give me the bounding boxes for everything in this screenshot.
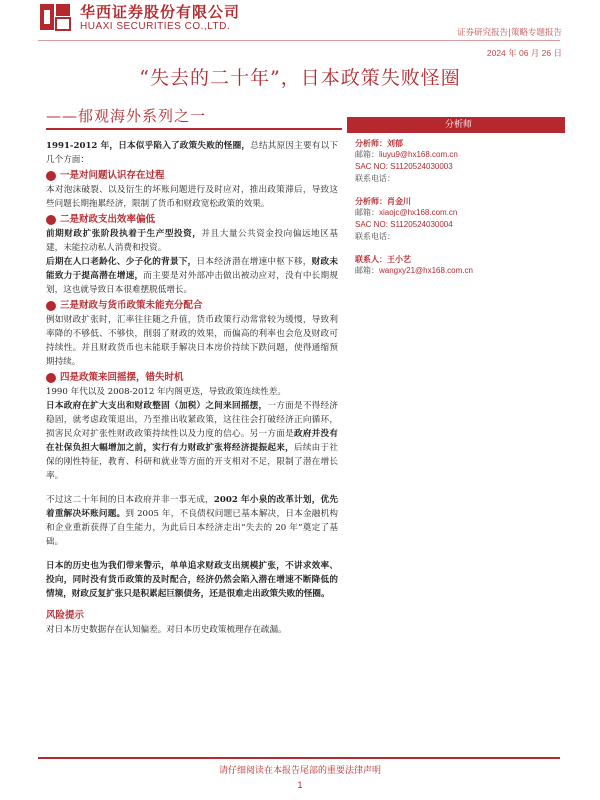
section-heading-1 xyxy=(46,168,338,183)
section-2-paragraph-1 xyxy=(46,227,338,255)
section-heading-3 xyxy=(46,298,338,313)
report-header xyxy=(0,0,600,44)
body-text: 到 2005 年，不良债权问题已基本解决，日本金融机构和企业重新获得了自生能力，为此后日本经济走出“失去的 20 年”奠定了基础。 xyxy=(46,509,338,547)
analyst-email-link[interactable]: liuyu9@hx168.com.cn xyxy=(379,150,458,159)
contact-email-link[interactable]: wangxy21@hx168.com.cn xyxy=(379,266,473,275)
analyst-name: 分析师：肖金川 xyxy=(355,196,411,206)
bold-text: 日本政府在扩大支出和财政整固（加税）之间来回摇摆， xyxy=(46,401,268,411)
bold-text: 2002 年小泉的改革计划，优先着重解决坏账问题。 xyxy=(46,495,338,519)
section-1-text: 本对泡沫破裂、以及衍生的坏账问题进行及时应对，推出政策滞后，导致这些问题长期拖累经济，限制了货币和财政宽松政策的效果。 xyxy=(46,185,338,209)
section-title: 三是财政与货币政策未能充分配合 xyxy=(60,300,203,311)
section-title: 一是对问题认识存在过程 xyxy=(60,170,165,181)
bullet-icon xyxy=(46,215,56,225)
body-text: 一方面是不得经济稳固，就考虑政策退出，乃至推出收紧政策，这往往会打破经济正向循环，损害民众对扩张性财政政策持续性以及力度的信心。另一方面是 xyxy=(46,401,338,439)
report-date: 2024 年 06 月 26 日 xyxy=(486,48,562,58)
report-subtitle: ——郁观海外系列之一 xyxy=(46,107,207,125)
section-3-text: 例如财政扩张时，汇率往往随之升值，货币政策行动常常较为缓慢，导致利率降的不够低、不够快，削弱了财政的效果，而偏高的利率也会危及财政可持续性。并且财政货币也未能联手解决日本房价持续下跌问题，使得通缩预期持续。 xyxy=(46,315,338,367)
intro-bold: 1991-2012 年，日本似乎陷入了政策失败的怪圈， xyxy=(46,141,251,151)
reform-paragraph xyxy=(46,493,338,549)
analyst-email-link[interactable]: xiaojc@hx168.com.cn xyxy=(379,208,458,217)
analyst-phone: 联系电话： xyxy=(355,232,395,241)
bullet-icon xyxy=(46,301,56,311)
analyst-sac-number: SAC NO: S1120524030004 xyxy=(355,220,453,229)
analyst-email-row xyxy=(355,149,557,161)
subtitle-divider xyxy=(46,128,342,130)
analyst-card xyxy=(355,195,557,243)
email-label: 邮箱： xyxy=(355,208,379,217)
analyst-sidebar xyxy=(347,117,565,287)
section-2-paragraph-2 xyxy=(46,255,338,297)
bullet-icon xyxy=(46,373,56,383)
body-text: 不过这二十年间的日本政府并非一事无成， xyxy=(46,495,214,505)
risk-text: 对日本历史数据存在认知偏差。对日本历史政策梳理存在疏漏。 xyxy=(46,625,287,635)
page-number: 1 xyxy=(297,780,303,790)
company-name-cn: 华西证券股份有限公司 xyxy=(80,3,241,21)
analyst-phone: 联系电话： xyxy=(355,174,395,183)
bold-text: 财政未能致力于提高潜在增速， xyxy=(46,257,338,281)
intro-paragraph xyxy=(46,139,338,167)
email-label: 邮箱： xyxy=(355,150,379,159)
intro-text: 总结其原因主要有以下几个方面： xyxy=(46,141,338,165)
contact-card xyxy=(355,253,557,277)
body-text: 日本经济潜在增速中枢下移， xyxy=(196,257,312,267)
body-text: 并且大量公共资金投向偏远地区基建，未能拉动私人消费和投资。 xyxy=(46,229,338,253)
body-text: 而主要是对外部冲击做出被动应对，没有中长期规划，这也就导致日本很难摆脱低增长。 xyxy=(46,271,338,295)
section-4-paragraph-2 xyxy=(46,399,338,483)
analyst-email-row xyxy=(355,207,557,219)
company-logo-icon xyxy=(38,2,72,32)
section-title: 二是财政支出效率偏低 xyxy=(60,214,156,225)
section-title: 四是政策来回摇摆，错失时机 xyxy=(60,372,184,383)
report-type: 证券研究报告|策略专题报告 xyxy=(457,28,562,38)
risk-heading: 风险提示 xyxy=(46,610,85,621)
report-body xyxy=(46,139,338,637)
section-heading-2 xyxy=(46,212,338,227)
body-text: 后续由于社保的刚性特征，教育、科研和就业等方面的开支相对不足，限制了潜在增长率。 xyxy=(46,443,338,481)
lesson-paragraph: 日本的历史也为我们带来警示，单单追求财政支出规模扩张，不讲求效率、投向，同时没有货币政策的及时配合，经济仍然会陷入潜在增速不断降低的情境，财政反复扩张只是积累起巨额债务，还是很难走出政策失败的怪圈。 xyxy=(46,561,338,599)
company-name-en: HUAXI SECURITIES CO.,LTD. xyxy=(80,21,231,32)
analyst-card xyxy=(355,137,557,185)
section-heading-4 xyxy=(46,370,338,385)
contact-email-row xyxy=(355,265,557,277)
contact-name: 联系人：王小艺 xyxy=(355,254,411,264)
bullet-icon xyxy=(46,171,56,181)
analyst-name: 分析师：刘郁 xyxy=(355,138,403,148)
email-label: 邮箱： xyxy=(355,266,379,275)
legal-disclaimer: 请仔细阅读在本报告尾部的重要法律声明 xyxy=(218,766,381,776)
report-title: “失去的二十年”，日本政策失败怪圈 xyxy=(139,67,461,89)
analyst-sac-number: SAC NO: S1120524030003 xyxy=(355,162,453,171)
header-divider xyxy=(38,40,560,41)
analyst-list xyxy=(347,133,565,277)
bold-text: 后期在人口老龄化、少子化的背景下， xyxy=(46,257,197,267)
bold-text: 政府并没有在社保负担大幅增加之前，实行有力财政扩张将经济提振起来， xyxy=(46,429,338,453)
section-4-paragraph-1: 1990 年代以及 2008-2012 年内阁更迭，导致政策连续性差。 xyxy=(46,387,286,397)
sidebar-header: 分析师 xyxy=(347,117,565,133)
footer-divider xyxy=(38,757,560,759)
bold-text: 前期财政扩张阶段执着于生产型投资， xyxy=(46,229,202,239)
